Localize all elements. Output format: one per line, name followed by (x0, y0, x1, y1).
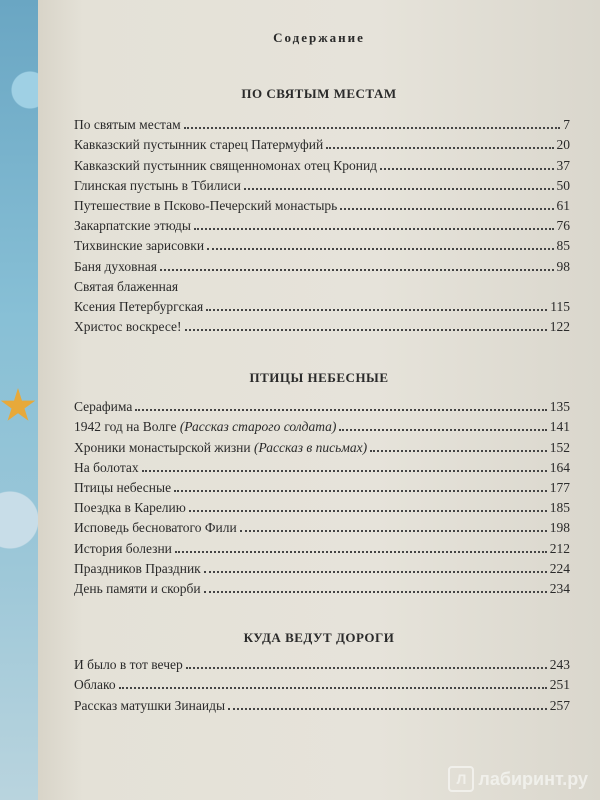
toc-entry-title (74, 418, 336, 436)
toc-entry-title (74, 258, 157, 276)
dot-leader (142, 470, 547, 472)
dot-leader (380, 168, 553, 170)
toc-page-number: 135 (549, 399, 570, 415)
toc-entry-title (74, 136, 323, 154)
toc-page-number: 61 (556, 197, 570, 213)
toc-entry-title (74, 459, 139, 477)
dot-leader (206, 309, 547, 311)
dot-leader (340, 208, 553, 210)
dot-leader (135, 409, 546, 411)
toc-page-number: 141 (549, 419, 570, 435)
toc-entry-title-text: И было в тот вечер (74, 657, 183, 673)
toc-entry-title-text: Святая блаженная (74, 278, 179, 294)
toc-page-number: 98 (556, 258, 570, 274)
toc-entry (74, 195, 570, 215)
toc-entry-title (74, 237, 204, 255)
toc-entry-title (74, 197, 337, 215)
toc-entry (74, 517, 570, 537)
toc-entry-title (74, 676, 116, 694)
toc-entry (74, 416, 570, 436)
dot-leader (160, 269, 554, 271)
toc-page-number: 37 (556, 157, 570, 173)
toc-entry-title-text: Кавказский пустынник старец Патермуфий (74, 137, 324, 153)
toc-entry-title (74, 298, 203, 316)
toc-page-number: 164 (549, 459, 570, 475)
toc-entry (74, 497, 570, 517)
toc-entry (74, 436, 570, 456)
toc-entry (74, 457, 570, 477)
dot-leader (204, 571, 547, 573)
dot-leader (175, 551, 547, 553)
toc-entry (74, 674, 570, 694)
toc-entry-title-text: Серафима (74, 399, 133, 415)
dot-leader (194, 228, 554, 230)
dot-leader (189, 510, 547, 512)
toc-entry-title-text: Поездка в Карелию (74, 500, 186, 516)
dot-leader (207, 248, 553, 250)
toc-entry-title (74, 656, 183, 674)
toc-page-number: 7 (563, 117, 570, 133)
dot-leader (339, 429, 546, 431)
toc-entry (74, 537, 570, 557)
toc-page-number: 212 (549, 540, 570, 556)
dot-leader (204, 591, 547, 593)
toc-entry-title-text: Кавказский пустынник священномонах отец Кронид (74, 157, 378, 173)
toc-page-number: 177 (549, 479, 570, 495)
section-title-3: КУДА ВЕДУТ ДОРОГИ (243, 630, 395, 645)
dot-leader (240, 530, 547, 532)
toc-entry (74, 316, 570, 336)
toc-entry-subtitle: (Рассказ старого солдата) (179, 419, 337, 435)
toc-page-number: 50 (556, 177, 570, 193)
toc-page-number: 251 (549, 677, 570, 693)
watermark (448, 766, 588, 792)
dot-leader (119, 687, 547, 689)
toc-entry-title (74, 499, 186, 517)
toc-entry-title-text: Птицы небесные (74, 479, 172, 495)
toc-entry-title-text: День памяти и скорби (74, 580, 201, 596)
toc-page-number: 76 (556, 218, 570, 234)
dot-leader (244, 188, 554, 190)
toc-entry (74, 578, 570, 598)
watermark-text: лабиринт.ру (478, 768, 588, 789)
toc-section-2 (74, 396, 570, 598)
toc-page-number: 234 (549, 580, 570, 596)
toc-page-number: 185 (549, 500, 570, 516)
toc-page-number: 257 (549, 697, 570, 713)
toc-page-number: 85 (556, 238, 570, 254)
toc-entry-title-text: Тихвинские зарисовки (74, 238, 205, 254)
toc-page-number: 198 (549, 520, 570, 536)
section-title-1: ПО СВЯТЫМ МЕСТАМ (241, 86, 397, 101)
toc-page-number: 152 (549, 439, 570, 455)
toc-entry (74, 558, 570, 578)
toc-entry-title-text: 1942 год на Волге (74, 419, 177, 435)
page-title: Содержание (273, 30, 365, 45)
toc-entry (74, 654, 570, 674)
toc-entry-title (74, 479, 171, 497)
dot-leader (326, 147, 553, 149)
toc-entry-title-text: Закарпатские этюды (74, 218, 191, 234)
toc-page-number: 243 (549, 657, 570, 673)
dot-leader (228, 708, 547, 710)
toc-entry-title (74, 519, 237, 537)
toc-entry-title (74, 540, 172, 558)
toc-entry (74, 276, 570, 296)
toc-entry-title (74, 560, 201, 578)
toc-entry-title (74, 177, 241, 195)
toc-entry-title (74, 157, 377, 175)
dot-leader (185, 329, 547, 331)
toc-entry (74, 175, 570, 195)
toc-entry-subtitle: (Рассказ в письмах) (254, 439, 368, 455)
toc-entry (74, 154, 570, 174)
section-title-2: ПТИЦЫ НЕБЕСНЫЕ (249, 370, 389, 385)
toc-entry (74, 114, 570, 134)
toc-entry-title (74, 318, 182, 336)
toc-entry-title (74, 439, 367, 457)
toc-entry-title-text: На болотах (74, 459, 139, 475)
toc-section-3 (74, 654, 570, 715)
toc-entry-title-text: Путешествие в Псково-Печерский монастырь (74, 197, 338, 213)
toc-entry-title-text: Рассказ матушки Зинаиды (74, 697, 226, 713)
toc-entry-title-text: Ксения Петербургская (74, 298, 204, 314)
toc-entry (74, 396, 570, 416)
toc-entry-title-text: История болезни (74, 540, 172, 556)
toc-entry-title (74, 278, 178, 296)
dot-leader (186, 667, 547, 669)
dot-leader (184, 127, 561, 129)
toc-entry (74, 235, 570, 255)
toc-page-number: 115 (550, 298, 570, 314)
toc-entry-title (74, 697, 225, 715)
toc-entry-title-text: Глинская пустынь в Тбилиси (74, 177, 241, 193)
toc-entry (74, 255, 570, 275)
toc-entry-title-text: По святым местам (74, 117, 181, 133)
toc-entry (74, 215, 570, 235)
toc-entry-title-text: Христос воскресе! (74, 319, 182, 335)
toc-entry-title-text: Хроники монастырской жизни (74, 439, 251, 455)
book-page (38, 0, 600, 800)
dot-leader (370, 450, 547, 452)
toc-entry-title (74, 116, 181, 134)
toc-section-1 (74, 114, 570, 336)
labyrinth-logo-icon: Л (448, 766, 474, 792)
toc-page-number: 122 (549, 319, 570, 335)
toc-entry (74, 134, 570, 154)
toc-entry (74, 296, 570, 316)
toc-entry-title-text: Праздников Праздник (74, 560, 201, 576)
toc-entry-title (74, 398, 132, 416)
toc-page-number: 224 (549, 560, 570, 576)
toc-entry (74, 477, 570, 497)
toc-page-number: 20 (556, 137, 570, 153)
toc-entry (74, 694, 570, 714)
toc-entry-title (74, 217, 191, 235)
dot-leader (174, 490, 547, 492)
toc-entry-title-text: Облако (74, 677, 116, 693)
toc-entry-title-text: Исповедь бесноватого Фили (74, 520, 237, 536)
toc-entry-title-text: Баня духовная (74, 258, 157, 274)
toc-entry-title (74, 580, 201, 598)
